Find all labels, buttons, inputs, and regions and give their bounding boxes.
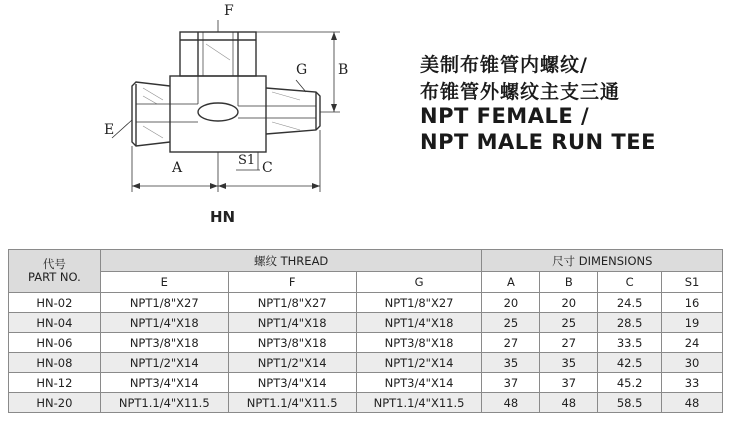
- cell-thread-g: NPT1/8"X27: [356, 293, 482, 313]
- cell-thread-f: NPT1.1/4"X11.5: [228, 393, 356, 413]
- cell-thread-f: NPT1/2"X14: [228, 353, 356, 373]
- cell-thread-g: NPT1/2"X14: [356, 353, 482, 373]
- cell-dim-a: 25: [482, 313, 540, 333]
- cell-dim-b: 35: [540, 353, 598, 373]
- table-row: [9, 333, 723, 353]
- cell-thread-e: NPT3/8"X18: [100, 333, 228, 353]
- cell-dim-b: 37: [540, 373, 598, 393]
- cell-dim-s1: 33: [662, 373, 723, 393]
- dim-label-s1: S1: [238, 153, 256, 168]
- title-en-line2: NPT MALE RUN TEE: [420, 130, 656, 154]
- col-header-g: G: [356, 272, 482, 293]
- model-code: HN: [210, 208, 236, 226]
- col-header-a: A: [482, 272, 540, 293]
- part-no-header-en: PART NO.: [28, 270, 81, 284]
- cell-dim-b: 25: [540, 313, 598, 333]
- cell-dim-b: 48: [540, 393, 598, 413]
- cell-dim-b: 20: [540, 293, 598, 313]
- cell-part-no: HN-06: [9, 333, 101, 353]
- col-header-e: E: [100, 272, 228, 293]
- cell-dim-c: 24.5: [598, 293, 662, 313]
- cell-part-no: HN-02: [9, 293, 101, 313]
- col-header-c: C: [598, 272, 662, 293]
- col-header-s1: S1: [662, 272, 723, 293]
- spec-table: [8, 249, 723, 413]
- cell-thread-f: NPT3/8"X18: [228, 333, 356, 353]
- table-row: [9, 293, 723, 313]
- dim-label-f: F: [224, 3, 234, 19]
- cell-dim-a: 37: [482, 373, 540, 393]
- cell-dim-c: 33.5: [598, 333, 662, 353]
- cell-dim-s1: 30: [662, 353, 723, 373]
- dim-label-a: A: [172, 160, 183, 176]
- cell-part-no: HN-08: [9, 353, 101, 373]
- cell-dim-a: 48: [482, 393, 540, 413]
- cell-dim-c: 42.5: [598, 353, 662, 373]
- dimensions-header: 尺寸 DIMENSIONS: [482, 250, 723, 272]
- cell-dim-s1: 48: [662, 393, 723, 413]
- cell-thread-e: NPT1/8"X27: [100, 293, 228, 313]
- tee-technical-drawing: [0, 0, 400, 200]
- cell-thread-g: NPT1.1/4"X11.5: [356, 393, 482, 413]
- right-male-port: [266, 88, 320, 134]
- cell-dim-s1: 16: [662, 293, 723, 313]
- cell-dim-c: 58.5: [598, 393, 662, 413]
- cell-thread-e: NPT1.1/4"X11.5: [100, 393, 228, 413]
- cell-thread-g: NPT3/4"X14: [356, 373, 482, 393]
- cell-dim-b: 27: [540, 333, 598, 353]
- table-row: [9, 313, 723, 333]
- cell-dim-s1: 24: [662, 333, 723, 353]
- cell-dim-c: 28.5: [598, 313, 662, 333]
- cell-part-no: HN-04: [9, 313, 101, 333]
- thread-header: 螺纹 THREAD: [100, 250, 482, 272]
- dim-label-e: E: [104, 122, 115, 138]
- cell-dim-a: 27: [482, 333, 540, 353]
- col-header-b: B: [540, 272, 598, 293]
- table-row: [9, 393, 723, 413]
- part-no-header-cn: 代号: [42, 257, 66, 271]
- cell-thread-e: NPT3/4"X14: [100, 373, 228, 393]
- dim-label-b: B: [338, 62, 349, 78]
- table-row: [9, 353, 723, 373]
- cell-dim-c: 45.2: [598, 373, 662, 393]
- tee-body: [170, 76, 266, 152]
- cell-dim-s1: 19: [662, 313, 723, 333]
- dim-label-c: C: [262, 160, 273, 176]
- dim-label-g: G: [296, 62, 308, 78]
- cell-thread-f: NPT1/4"X18: [228, 313, 356, 333]
- title-cn-line1: 美制布锥管内螺纹/: [420, 54, 588, 76]
- cell-dim-a: 35: [482, 353, 540, 373]
- part-no-header: [9, 250, 101, 293]
- cell-thread-e: NPT1/4"X18: [100, 313, 228, 333]
- cell-thread-g: NPT3/8"X18: [356, 333, 482, 353]
- cell-thread-e: NPT1/2"X14: [100, 353, 228, 373]
- table-row: [9, 373, 723, 393]
- left-male-port: [132, 82, 170, 146]
- cell-dim-a: 20: [482, 293, 540, 313]
- cell-thread-f: NPT1/8"X27: [228, 293, 356, 313]
- cell-part-no: HN-12: [9, 373, 101, 393]
- female-port-body: [180, 32, 256, 76]
- cell-thread-g: NPT1/4"X18: [356, 313, 482, 333]
- cell-part-no: HN-20: [9, 393, 101, 413]
- col-header-f: F: [228, 272, 356, 293]
- title-en-line1: NPT FEMALE /: [420, 104, 590, 128]
- cell-thread-f: NPT3/4"X14: [228, 373, 356, 393]
- title-cn-line2: 布锥管外螺纹主支三通: [420, 81, 621, 103]
